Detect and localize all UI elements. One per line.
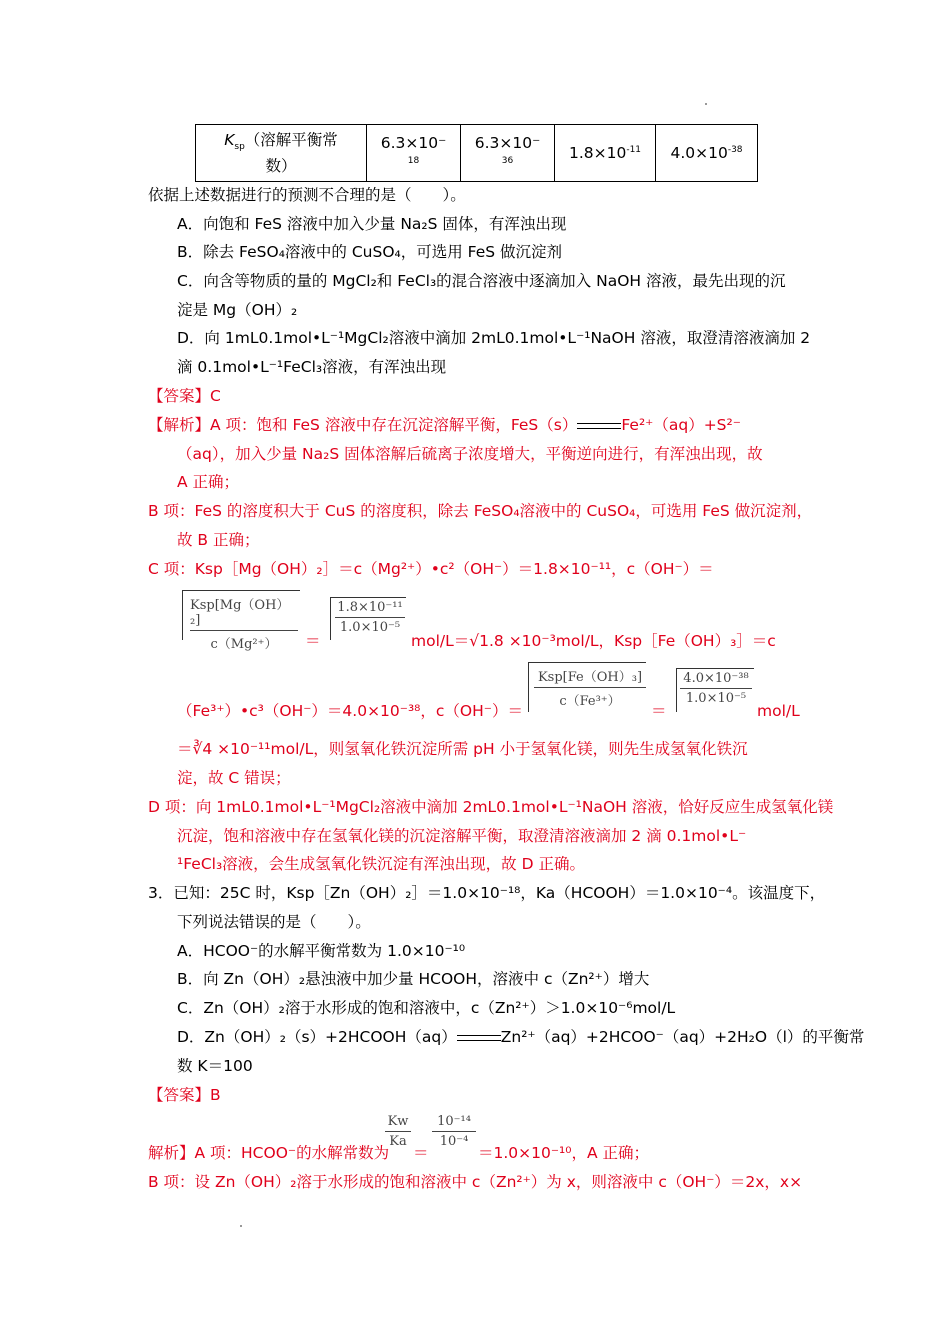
- explanation-line: 解析】A 项：HCOO⁻的水解常数为: [148, 1144, 390, 1162]
- scan-dot: [240, 1225, 242, 1227]
- radical-bar: [330, 597, 406, 598]
- fraction-bar: [680, 688, 752, 689]
- option-d-text: Zn²⁺（aq）+2HCOO⁻（aq）+2H₂O（l）的平衡常: [500, 1028, 865, 1046]
- option-b: B．除去 FeSO₄溶液中的 CuSO₄，可选用 FeS 做沉淀剂: [177, 243, 563, 261]
- explanation-line: D 项：向 1mL0.1mol•L⁻¹MgCl₂溶液中滴加 2mL0.1mol•L⁻¹NaOH 溶液，恰好反应生成氢氧化镁: [148, 798, 834, 816]
- ksp-subscript: sp: [234, 142, 245, 153]
- equals-sign: ＝: [305, 632, 321, 650]
- fraction-numerator: Ksp[Fe（OH）₃]: [537, 670, 643, 685]
- explanation-line: [148, 414, 741, 436]
- table-row: [196, 125, 758, 182]
- fraction: [680, 671, 752, 706]
- fraction: [385, 1114, 411, 1149]
- explanation-line: （Fe³⁺）•c³（OH⁻）＝4.0×10⁻³⁸，c（OH⁻）＝: [177, 702, 523, 720]
- radical-sign: [330, 597, 331, 640]
- value-mgoh2-exp: -11: [626, 144, 642, 155]
- option-d-text: D．Zn（OH）₂（s）+2HCOOH（aq）: [177, 1028, 457, 1046]
- fraction-denominator: Ka: [389, 1134, 407, 1149]
- explanation-line: ＝1.0×10⁻¹⁰，A 正确；: [478, 1144, 649, 1162]
- fraction-bar: [432, 1131, 476, 1132]
- option-d: D．向 1mL0.1mol•L⁻¹MgCl₂溶液中滴加 2mL0.1mol•L⁻¹NaOH 溶液，取澄清溶液滴加 2: [177, 329, 811, 347]
- fraction-numerator: Kw: [387, 1114, 409, 1129]
- fraction-bar: [190, 630, 298, 631]
- option-c-cont: 淀是 Mg（OH）₂: [177, 301, 298, 319]
- fraction: [335, 600, 405, 635]
- fraction-numerator: Ksp[Mg（OH）₂]: [190, 598, 290, 628]
- explanation-line: 淀，故 C 错误；: [177, 769, 291, 787]
- value-feoh3-exp: -38: [727, 144, 743, 155]
- equals-sign: ＝: [413, 1144, 429, 1162]
- fraction-bar: [335, 617, 405, 618]
- radical-bar: [676, 668, 754, 669]
- radical-bar: [528, 662, 646, 663]
- value-fes-exp: 18: [407, 156, 420, 166]
- option-d-cont: 滴 0.1mol•L⁻¹FeCl₃溶液，有浑浊出现: [177, 358, 447, 376]
- explanation-line: 故 B 正确；: [177, 531, 260, 549]
- radical-bar: [182, 590, 300, 591]
- radical-sign: [528, 662, 529, 712]
- fraction: [190, 594, 298, 652]
- explanation-line: mol/L＝√1.8 ×10⁻³mol/L，Ksp［Fe（OH）₃］＝c: [411, 632, 776, 650]
- fraction: [432, 1114, 476, 1149]
- explanation-line: 沉淀，饱和溶液中存在氢氧化镁的沉淀溶解平衡，取澄清溶液滴加 2 滴 0.1mol•L⁻: [177, 827, 747, 845]
- fraction: [534, 666, 646, 709]
- equilibrium-arrow-icon: [457, 1033, 501, 1043]
- radical-sign: [182, 590, 183, 640]
- fraction-bar: [534, 687, 646, 688]
- table-cell: [555, 125, 656, 182]
- option-a: A．向饱和 FeS 溶液中加入少量 Na₂S 固体，有浑浊出现: [177, 215, 567, 233]
- equilibrium-arrow-icon: [577, 421, 621, 431]
- table-cell: [656, 125, 758, 182]
- explanation-line: ＝∛4 ×10⁻¹¹mol/L，则氢氧化铁沉淀所需 pH 小于氢氧化镁，则先生成氢氧化铁沉: [177, 740, 748, 758]
- option-c: C．向含等物质的量的 MgCl₂和 FeCl₃的混合溶液中逐滴加入 NaOH 溶液，最先出现的沉: [177, 272, 786, 290]
- table-cell: [461, 125, 555, 182]
- question-stem-cont: 下列说法错误的是（ ）。: [177, 913, 371, 931]
- fraction-numerator: 10⁻¹⁴: [437, 1114, 471, 1129]
- table-header-text-2: 数）: [265, 157, 297, 175]
- value-cus-exp: 36: [501, 156, 514, 166]
- question-stem: 依据上述数据进行的预测不合理的是（ ）。: [148, 186, 466, 204]
- fraction-bar: [385, 1131, 411, 1132]
- table-header-cell: [196, 125, 367, 182]
- fraction-denominator: 10⁻⁴: [439, 1134, 469, 1149]
- table-header-text: （溶解平衡常: [244, 131, 338, 149]
- fraction-denominator: 1.0×10⁻⁵: [339, 620, 401, 635]
- answer-label: 【答案】B: [148, 1086, 221, 1104]
- explanation-text: Fe²⁺（aq）+S²⁻: [621, 416, 741, 434]
- explanation-line: B 项：设 Zn（OH）₂溶于水形成的饱和溶液中 c（Zn²⁺）为 x，则溶液中 c（OH⁻）＝2x，x×: [148, 1173, 803, 1191]
- option-d: [177, 1026, 864, 1048]
- value-mgoh2: 1.8×10: [568, 144, 627, 162]
- ksp-symbol: K: [224, 131, 235, 149]
- radical-sign: [676, 668, 677, 712]
- option-a: A．HCOO⁻的水解平衡常数为 1.0×10⁻¹⁰: [177, 942, 466, 960]
- table-cell: [367, 125, 461, 182]
- explanation-text: mol/L: [757, 702, 800, 720]
- equals-sign: ＝: [651, 702, 667, 720]
- answer-label: 【答案】C: [148, 387, 221, 405]
- fraction-denominator: c（Fe³⁺）: [559, 694, 621, 709]
- value-cus: 6.3×10⁻: [474, 134, 541, 152]
- fraction-denominator: 1.0×10⁻⁵: [685, 691, 747, 706]
- explanation-line: ¹FeCl₃溶液，会生成氢氧化铁沉淀有浑浊出现，故 D 正确。: [177, 855, 585, 873]
- explanation-line: B 项：FeS 的溶度积大于 CuS 的溶度积，除去 FeSO₄溶液中的 CuSO₄，可选用 FeS 做沉淀剂，: [148, 502, 813, 520]
- explanation-line: C 项：Ksp［Mg（OH）₂］＝c（Mg²⁺）•c²（OH⁻）＝1.8×10⁻¹¹，c（OH⁻）＝: [148, 560, 714, 578]
- explanation-text: 【解析】A 项：饱和 FeS 溶液中存在沉淀溶解平衡，FeS（s）: [148, 416, 578, 434]
- option-b: B．向 Zn（OH）₂悬浊液中加少量 HCOOH，溶液中 c（Zn²⁺）增大: [177, 970, 650, 988]
- option-c: C．Zn（OH）₂溶于水形成的饱和溶液中，c（Zn²⁺）＞1.0×10⁻⁶mol/L: [177, 999, 676, 1017]
- ksp-table: [195, 124, 758, 182]
- scan-dot: [705, 103, 707, 105]
- value-fes: 6.3×10⁻: [380, 134, 447, 152]
- value-feoh3: 4.0×10: [670, 144, 728, 162]
- explanation-line: （aq），加入少量 Na₂S 固体溶解后硫离子浓度增大，平衡逆向进行，有浑浊出现，故: [177, 445, 763, 463]
- explanation-line: A 正确；: [177, 473, 240, 491]
- question-stem: 3．已知：25C 时，Ksp［Zn（OH）₂］＝1.0×10⁻¹⁸，Ka（HCOOH）＝1.0×10⁻⁴。该温度下，: [148, 884, 826, 902]
- fraction-numerator: 1.8×10⁻¹¹: [337, 600, 403, 615]
- fraction-denominator: c（Mg²⁺）: [210, 637, 278, 652]
- option-d-cont: 数 K＝100: [177, 1057, 253, 1075]
- fraction-numerator: 4.0×10⁻³⁸: [683, 671, 749, 686]
